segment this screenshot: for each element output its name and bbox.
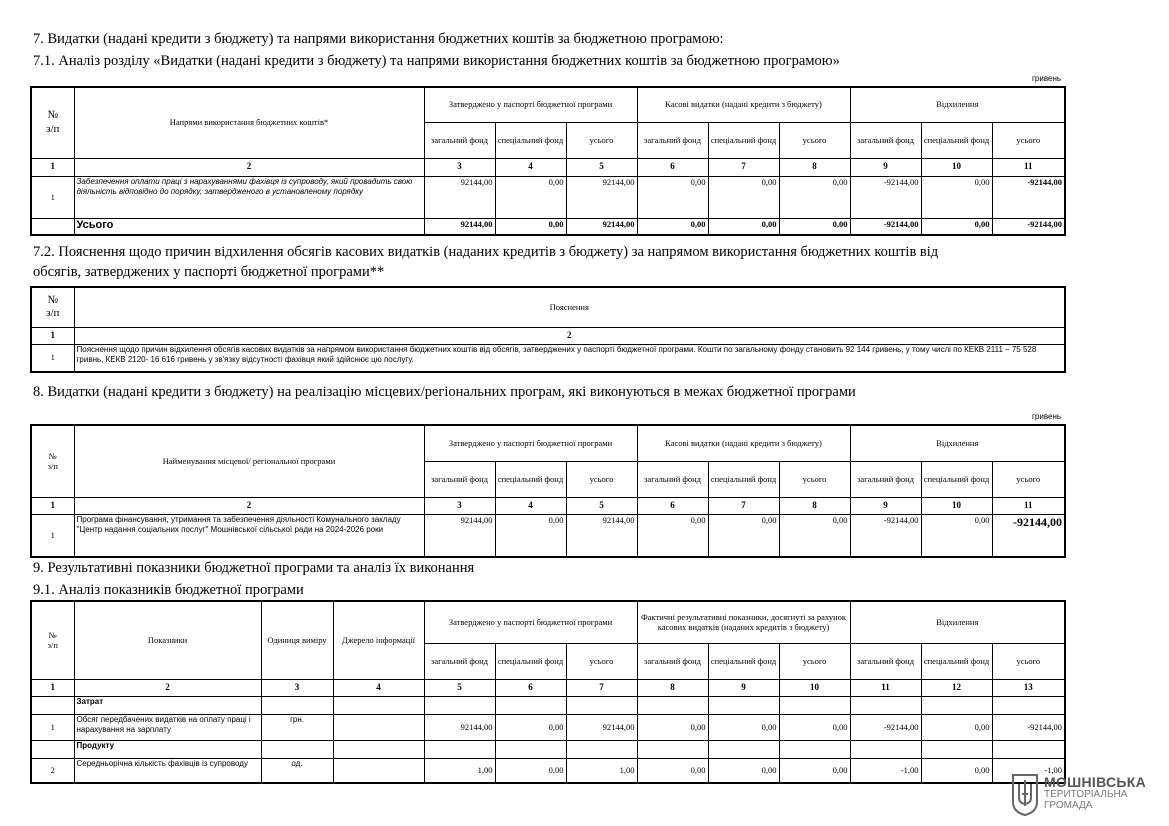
logo-line-2: ТЕРИТОРІАЛЬНА ГРОМАДА (1044, 789, 1128, 811)
table-7-2 (30, 286, 1066, 373)
col-number: № з/п (31, 601, 74, 679)
col-deviation: Відхилення (850, 425, 1065, 461)
explanation-text: Пояснення щодо причин відхилення обсягів касових видатків за напрямом використання бюджетних коштів від обсягів, затверджених у паспорті бюджетної програми. Кошти по загальному фонду становить 92 144 гривень, у тому числі по КЕКВ 2111 – 75 528 гривнь, КЕКВ 2120- 16 616 гривень у зв'язку відсутності фахівця який здійснює цю послугу. (74, 344, 1065, 372)
trident-emblem-icon (1011, 772, 1039, 816)
col-number: № з/п (31, 425, 74, 497)
col-actual: Фактичні результативні показники, досягнуті за рахунок касових видатків (наданих кредитів з бюджету) (637, 601, 850, 643)
heading-section-9: 9. Результативні показники бюджетної програми та аналіз їх виконання (33, 560, 475, 576)
unit-label: гривень (1032, 74, 1062, 83)
col-total: усього (779, 122, 850, 158)
community-logo (1011, 772, 1161, 818)
indicator-name: Обсяг передбачених видатків на оплату праці і нарахування на зарплату (74, 714, 261, 740)
row-direction: Забезпечення оплати праці з нарахуваннями фахівця із супроводу, який провадить свою діяльність відповідно до порядку, затвердженого в установленому порядку (74, 176, 424, 218)
table-row: 1 Забезпечення оплати праці з нарахуваннями фахівця із супроводу, який провадить свою діяльність відповідно до порядку, затвердженого в установленому порядку 92144,00 0,00 92144,00 0,00 0,00 0,00 -92144,00 0,00 -92144,00 (31, 176, 1065, 218)
col-unit: Одиниця виміру (261, 601, 333, 679)
table-row: 1 Програма фінансування, утримання та забезпечення діяльності Комунального закладу "Центр надання соціальних послуг" Мошнівської сільської ради на 2024-2026 роки 92144,00 0,00 92144,00 0,00 0,00 0,00 -92144,00 0,00 -92144,00 (31, 514, 1065, 557)
table-9-1: № з/п Показники Одиниця виміру Джерело інформації Затверджено у паспорті бюджетної програми Фактичні результативні показники, досягнуті за рахунок касових видатків (наданих кредитів з бюджету) Відхилення загальний фонд спеціальний фонд усього загальний фонд спеціальний фонд усього загальний фонд спеціальний фонд усього 1 2 3 4 5 6 7 8 9 10 11 12 13 Затрат 1 Обсяг передбачених видатків на оплату праці і нарахування на зарплату грн. 92144,00 0,00 92144,00 0,00 0,00 0,00 -92144,00 0,00 -92144,00 Продукту 2 Середньорічна кількість фахівців із супроводу од. 1,00 0,00 1,00 0,00 0,00 0,00 -1,00 0,00 -1,00 (30, 600, 1066, 784)
col-direction: Напрями використання бюджетних коштів* (74, 87, 424, 158)
col-explanation: Пояснення (74, 287, 1065, 327)
col-program-name: Найменування місцевої/ регіональної програми (74, 425, 424, 497)
total-row: Усього 92144,00 0,00 92144,00 0,00 0,00 0,00 -92144,00 0,00 -92144,00 (31, 218, 1065, 235)
logo-line-1: МОШНІВСЬКА (1044, 774, 1147, 790)
table-row: 1 Пояснення щодо причин відхилення обсягів касових видатків за напрямом використання бюджетних коштів від обсягів, затверджених у паспорті бюджетної програми. Кошти по загальному фонду становить 92 144 гривень, у тому числі по КЕКВ 2111 – 75 528 гривнь, КЕКВ 2120- 16 616 гривень у зв'язку відсутності фахівця який здійснює цю послугу. (31, 344, 1065, 372)
col-gen-fund: загальний фонд (850, 122, 921, 158)
table-row: 1 Обсяг передбачених видатків на оплату праці і нарахування на зарплату грн. 92144,00 0,00 92144,00 0,00 0,00 0,00 -92144,00 0,00 -92144,00 (31, 714, 1065, 740)
col-spec-fund: спеціальний фонд (708, 122, 779, 158)
col-cash: Касові видатки (надані кредити з бюджету) (637, 425, 850, 461)
col-number: № з/п (31, 87, 74, 158)
indicator-unit: од. (261, 758, 333, 783)
col-indicators: Показники (74, 601, 261, 679)
heading-section-7-1: 7.1. Аналіз розділу «Видатки (надані кредити з бюджету) та напрями використання бюджетних коштів за бюджетною програмою» (33, 53, 840, 69)
heading-section-7-2: 7.2. Пояснення щодо причин відхилення обсягів касових видатків (наданих кредитів з бюджету) за напрямом використання бюджетних коштів від (33, 244, 939, 260)
col-total: усього (566, 122, 637, 158)
indicator-unit: грн. (261, 714, 333, 740)
col-number: № з/п (31, 287, 74, 327)
column-number-row: 1 2 3 4 5 6 7 8 9 10 11 (31, 497, 1065, 514)
col-deviation: Відхилення (850, 601, 1065, 643)
column-number-row: 1 2 3 4 5 6 7 8 9 10 11 (31, 158, 1065, 176)
col-spec-fund: спеціальний фонд (495, 122, 566, 158)
col-approved: Затверджено у паспорті бюджетної програми (424, 601, 637, 643)
col-spec-fund: спеціальний фонд (921, 122, 992, 158)
heading-section-9-1: 9.1. Аналіз показників бюджетної програми (33, 582, 304, 598)
group-label-product: Продукту (74, 740, 261, 758)
indicator-name: Середньорічна кількість фахівців із супроводу (74, 758, 261, 783)
col-total: усього (992, 122, 1065, 158)
table-7-1 (30, 86, 1066, 236)
table-row: 2 Середньорічна кількість фахівців із супроводу од. 1,00 0,00 1,00 0,00 0,00 0,00 -1,00 0,00 -1,00 (31, 758, 1065, 783)
unit-label: гривень (1032, 412, 1062, 421)
col-gen-fund: загальний фонд (637, 122, 708, 158)
col-deviation: Відхилення (850, 87, 1065, 122)
program-name: Програма фінансування, утримання та забезпечення діяльності Комунального закладу "Центр надання соціальних послуг" Мошнівської сільської ради на 2024-2026 роки (74, 514, 424, 557)
group-row (31, 740, 1065, 758)
table-8: № з/п Найменування місцевої/ регіональної програми Затверджено у паспорті бюджетної програми Касові видатки (надані кредити з бюджету) Відхилення загальний фонд спеціальний фонд усього загальний фонд спеціальний фонд усього загальний фонд спеціальний фонд усього 1 2 3 4 5 6 7 8 9 10 11 1 Програма фінансування, утримання та забезпечення діяльності Комунального закладу "Центр надання соціальних послуг" Мошнівської сільської ради на 2024-2026 роки 92144,00 0,00 92144,00 0,00 0,00 0,00 -92144,00 0,00 -92144,00 (30, 424, 1066, 558)
heading-section-7: 7. Видатки (надані кредити з бюджету) та напрями використання бюджетних коштів за бюджетною програмою: (33, 31, 724, 47)
col-gen-fund: загальний фонд (424, 122, 495, 158)
group-row (31, 696, 1065, 714)
col-source: Джерело інформації (333, 601, 424, 679)
total-label: Усього (74, 218, 424, 235)
column-number-row: 1 2 (31, 327, 1065, 344)
col-approved: Затверджено у паспорті бюджетної програми (424, 87, 637, 122)
group-label-costs: Затрат (74, 696, 261, 714)
col-cash: Касові видатки (надані кредити з бюджету) (637, 87, 850, 122)
heading-section-7-2-cont: обсягів, затверджених у паспорті бюджетної програми** (33, 264, 385, 280)
column-number-row: 1 2 3 4 5 6 7 8 9 10 11 12 13 (31, 679, 1065, 696)
col-approved: Затверджено у паспорті бюджетної програми (424, 425, 637, 461)
heading-section-8: 8. Видатки (надані кредити з бюджету) на реалізацію місцевих/регіональних програм, які виконуються в межах бюджетної програми (33, 384, 856, 400)
